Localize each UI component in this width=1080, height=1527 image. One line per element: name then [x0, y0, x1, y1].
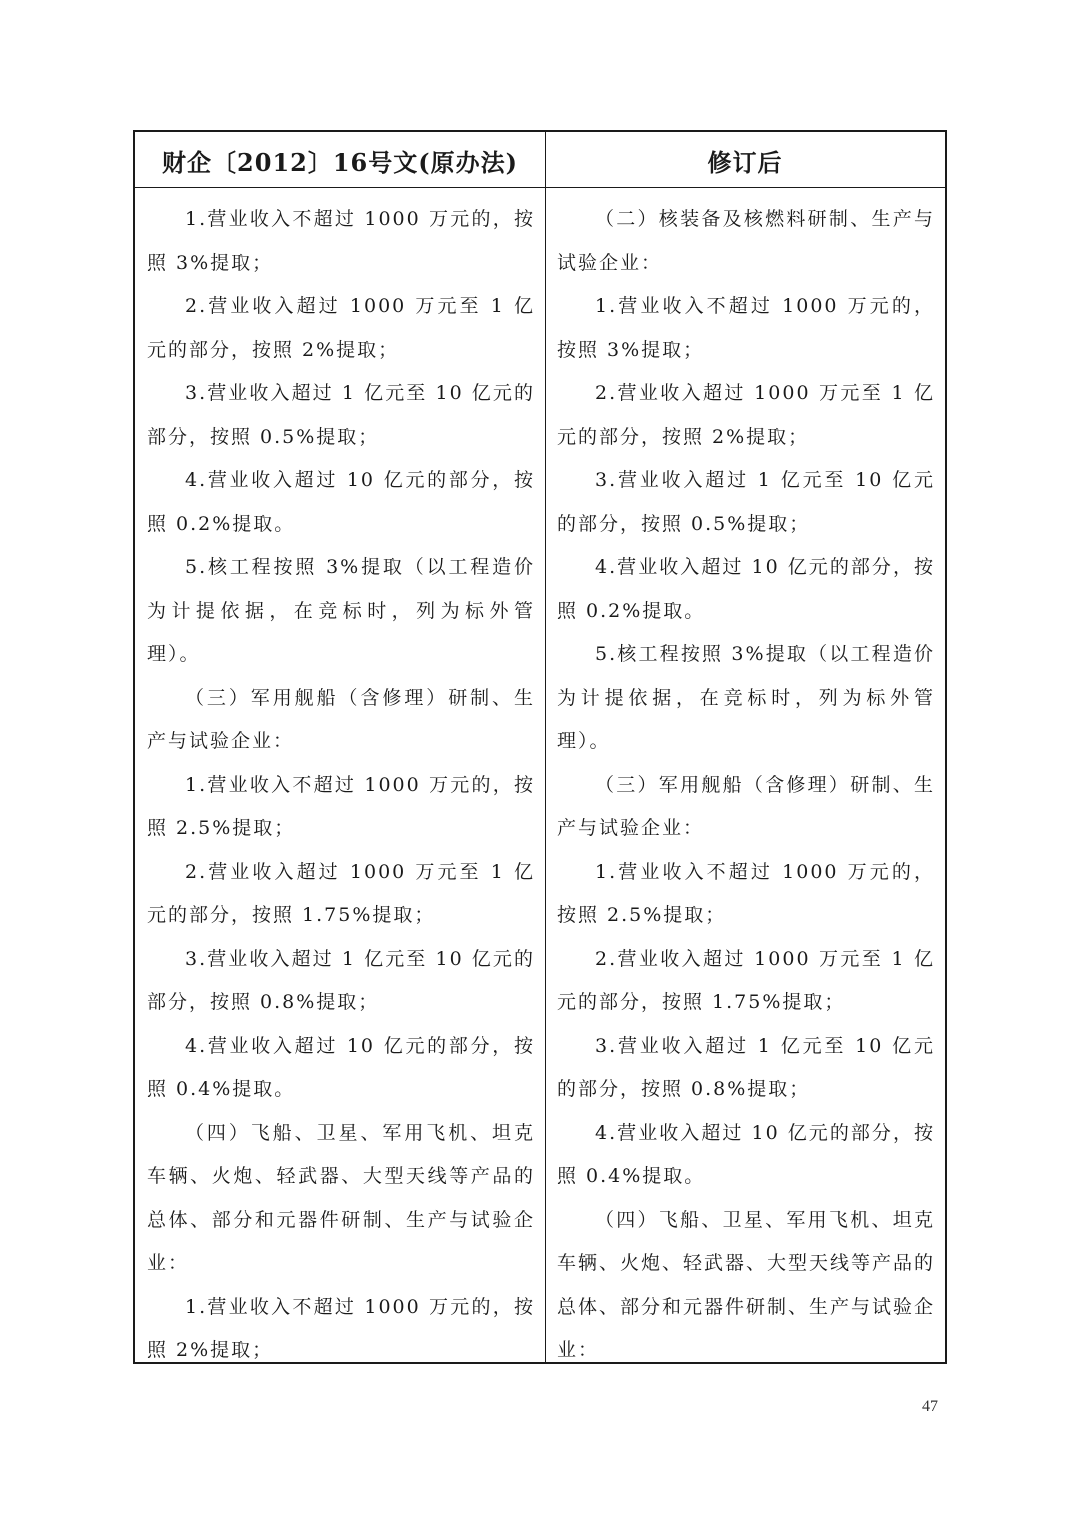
right-paragraph: 5.核工程按照 3%提取（以工程造价为计提依据，在竞标时，列为标外管理）。 [557, 643, 935, 752]
left-paragraph: 1.营业收入不超过 1000 万元的，按照 2.5%提取； [147, 773, 535, 839]
right-paragraph: （四）飞船、卫星、军用飞机、坦克车辆、火炮、轻武器、大型天线等产品的总体、部分和元器件研制、生产与试验企业： [557, 1208, 935, 1361]
left-paragraph: 2.营业收入超过 1000 万元至 1 亿元的部分，按照 2%提取； [147, 295, 535, 361]
left-paragraph: 1.营业收入不超过 1000 万元的，按照 3%提取； [147, 208, 535, 274]
right-paragraph: 2.营业收入超过 1000 万元至 1 亿元的部分，按照 2%提取； [557, 382, 935, 448]
left-paragraph: 3.营业收入超过 1 亿元至 10 亿元的部分，按照 0.5%提取； [147, 382, 535, 448]
column-divider [545, 132, 546, 1362]
table-header-row [135, 132, 945, 188]
left-paragraph: 4.营业收入超过 10 亿元的部分，按照 0.2%提取。 [147, 469, 535, 535]
right-paragraph: 2.营业收入超过 1000 万元至 1 亿元的部分，按照 1.75%提取； [557, 947, 935, 1013]
right-paragraph: （二）核装备及核燃料研制、生产与试验企业： [557, 208, 935, 274]
original-rules-column [147, 198, 535, 1362]
right-paragraph: 1.营业收入不超过 1000 万元的，按照 2.5%提取； [557, 860, 935, 926]
right-paragraph: 3.营业收入超过 1 亿元至 10 亿元的部分，按照 0.8%提取； [557, 1034, 935, 1100]
revised-column [557, 198, 935, 1362]
right-paragraph: （三）军用舰船（含修理）研制、生产与试验企业： [557, 773, 935, 839]
page-number: 47 [922, 1398, 938, 1415]
header-revised: 修订后 [707, 147, 783, 177]
left-paragraph: 3.营业收入超过 1 亿元至 10 亿元的部分，按照 0.8%提取； [147, 947, 535, 1013]
header-original-rules: 财企〔2012〕16号文(原办法) [162, 147, 518, 177]
left-paragraph: 5.核工程按照 3%提取（以工程造价为计提依据，在竞标时，列为标外管理）。 [147, 556, 535, 665]
left-paragraph: （四）飞船、卫星、军用飞机、坦克车辆、火炮、轻武器、大型天线等产品的总体、部分和元器件研制、生产与试验企业： [147, 1121, 535, 1274]
left-paragraph: 1.营业收入不超过 1000 万元的，按照 2%提取； [147, 1295, 535, 1361]
left-paragraph: 4.营业收入超过 10 亿元的部分，按照 0.4%提取。 [147, 1034, 535, 1100]
right-paragraph: 3.营业收入超过 1 亿元至 10 亿元的部分，按照 0.5%提取； [557, 469, 935, 535]
right-paragraph: 4.营业收入超过 10 亿元的部分，按照 0.2%提取。 [557, 556, 935, 622]
comparison-table [133, 130, 947, 1364]
left-paragraph: （三）军用舰船（含修理）研制、生产与试验企业： [147, 686, 535, 752]
left-paragraph: 2.营业收入超过 1000 万元至 1 亿元的部分，按照 1.75%提取； [147, 860, 535, 926]
right-paragraph: 4.营业收入超过 10 亿元的部分，按照 0.4%提取。 [557, 1121, 935, 1187]
right-paragraph: 1.营业收入不超过 1000 万元的，按照 3%提取； [557, 295, 935, 361]
